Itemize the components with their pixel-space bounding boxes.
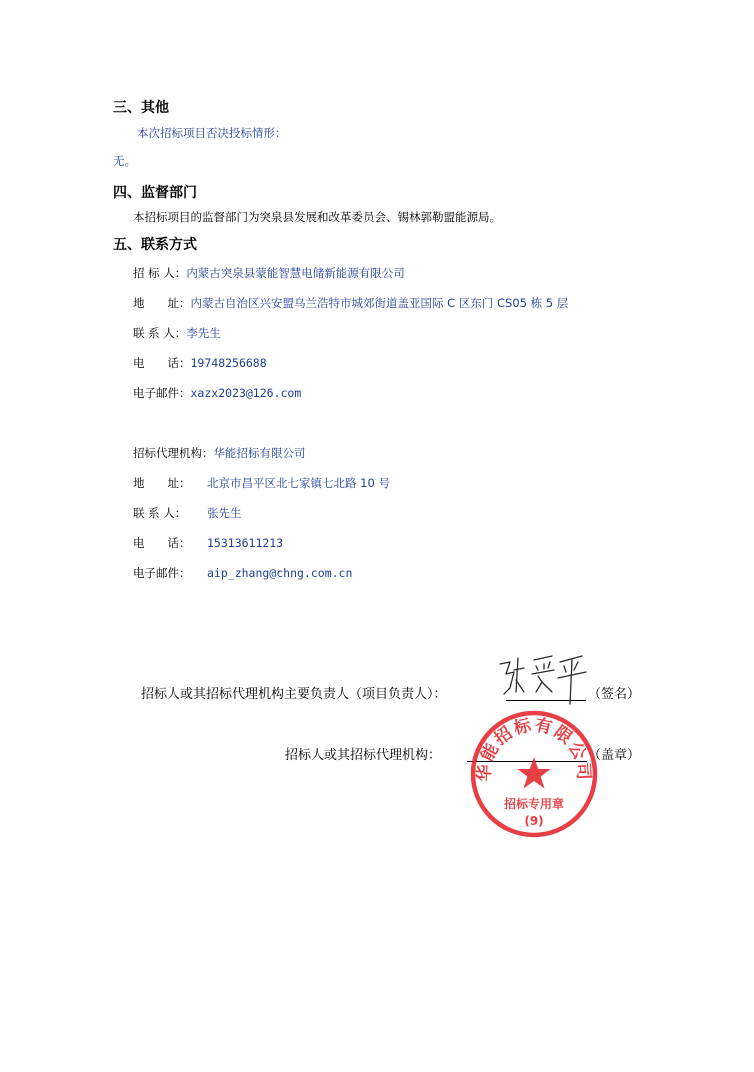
section3-line2: 无。	[113, 154, 136, 168]
agency-addr-label: 地 址：	[133, 476, 191, 490]
signature-line2-suffix: （盖章）	[588, 748, 641, 763]
handwritten-signature	[490, 648, 600, 708]
tenderer-name-label: 招 标 人：	[133, 266, 187, 280]
tenderer-addr-value: 内蒙古自治区兴安盟乌兰浩特市城郊街道盖亚国际 C 区东门 CS05 栋 5 层	[190, 296, 569, 310]
section4-line1: 本招标项目的监督部门为突泉县发展和改革委员会、锡林郭勒盟能源局。	[133, 210, 501, 224]
section3-heading: 三、其他	[113, 100, 169, 116]
tenderer-email-value[interactable]: xazx2023@126.com	[190, 386, 302, 400]
agency-name-value: 华能招标有限公司	[213, 446, 306, 460]
tenderer-contact-label: 联 系 人：	[133, 326, 187, 340]
agency-phone-label: 电 话：	[133, 536, 191, 550]
tenderer-contact-row	[133, 325, 221, 341]
section3-line1: 本次招标项目否决投标情形：	[137, 126, 287, 140]
signature-line1-label: 招标人或其招标代理机构主要负责人（项目负责人）：	[141, 687, 447, 702]
signature-line2-label: 招标人或其招标代理机构：	[285, 748, 442, 763]
tenderer-contact-value: 李先生	[186, 326, 221, 340]
seal-star-icon	[517, 757, 550, 789]
agency-contact-value: 张先生	[207, 506, 242, 520]
agency-contact-label: 联 系 人：	[133, 506, 187, 520]
agency-name-row	[133, 445, 306, 461]
agency-addr-row	[133, 475, 390, 491]
tenderer-phone-value: 19748256688	[190, 356, 267, 370]
agency-email-label: 电子邮件：	[133, 566, 191, 580]
tenderer-phone-row	[133, 355, 267, 371]
company-seal	[468, 708, 600, 840]
section5-heading: 五、联系方式	[113, 237, 197, 253]
agency-email-row	[133, 565, 352, 581]
agency-contact-row	[133, 505, 242, 521]
agency-addr-value: 北京市昌平区北七家镇七北路 10 号	[207, 476, 390, 490]
agency-phone-row	[133, 535, 283, 551]
agency-name-label: 招标代理机构：	[133, 446, 214, 460]
tenderer-name-value: 内蒙古突泉县蒙能智慧电储新能源有限公司	[186, 266, 405, 280]
tenderer-email-row	[133, 385, 301, 401]
agency-phone-value: 15313611213	[207, 536, 284, 550]
tenderer-phone-label: 电 话：	[133, 356, 191, 370]
seal-number-text: (9)	[524, 814, 544, 828]
tenderer-name-row	[133, 265, 405, 281]
seal-purpose-text: 招标专用章	[503, 797, 565, 811]
tenderer-email-label: 电子邮件：	[133, 386, 191, 400]
signature-line1-suffix: （签名）	[588, 687, 641, 702]
tenderer-addr-row	[133, 295, 568, 311]
section4-heading: 四、监督部门	[113, 185, 197, 201]
seal-company-text: 华能招标有限公司	[474, 715, 594, 783]
agency-email-value[interactable]: aip_zhang@chng.com.cn	[207, 566, 353, 580]
tenderer-addr-label: 地 址：	[133, 296, 191, 310]
